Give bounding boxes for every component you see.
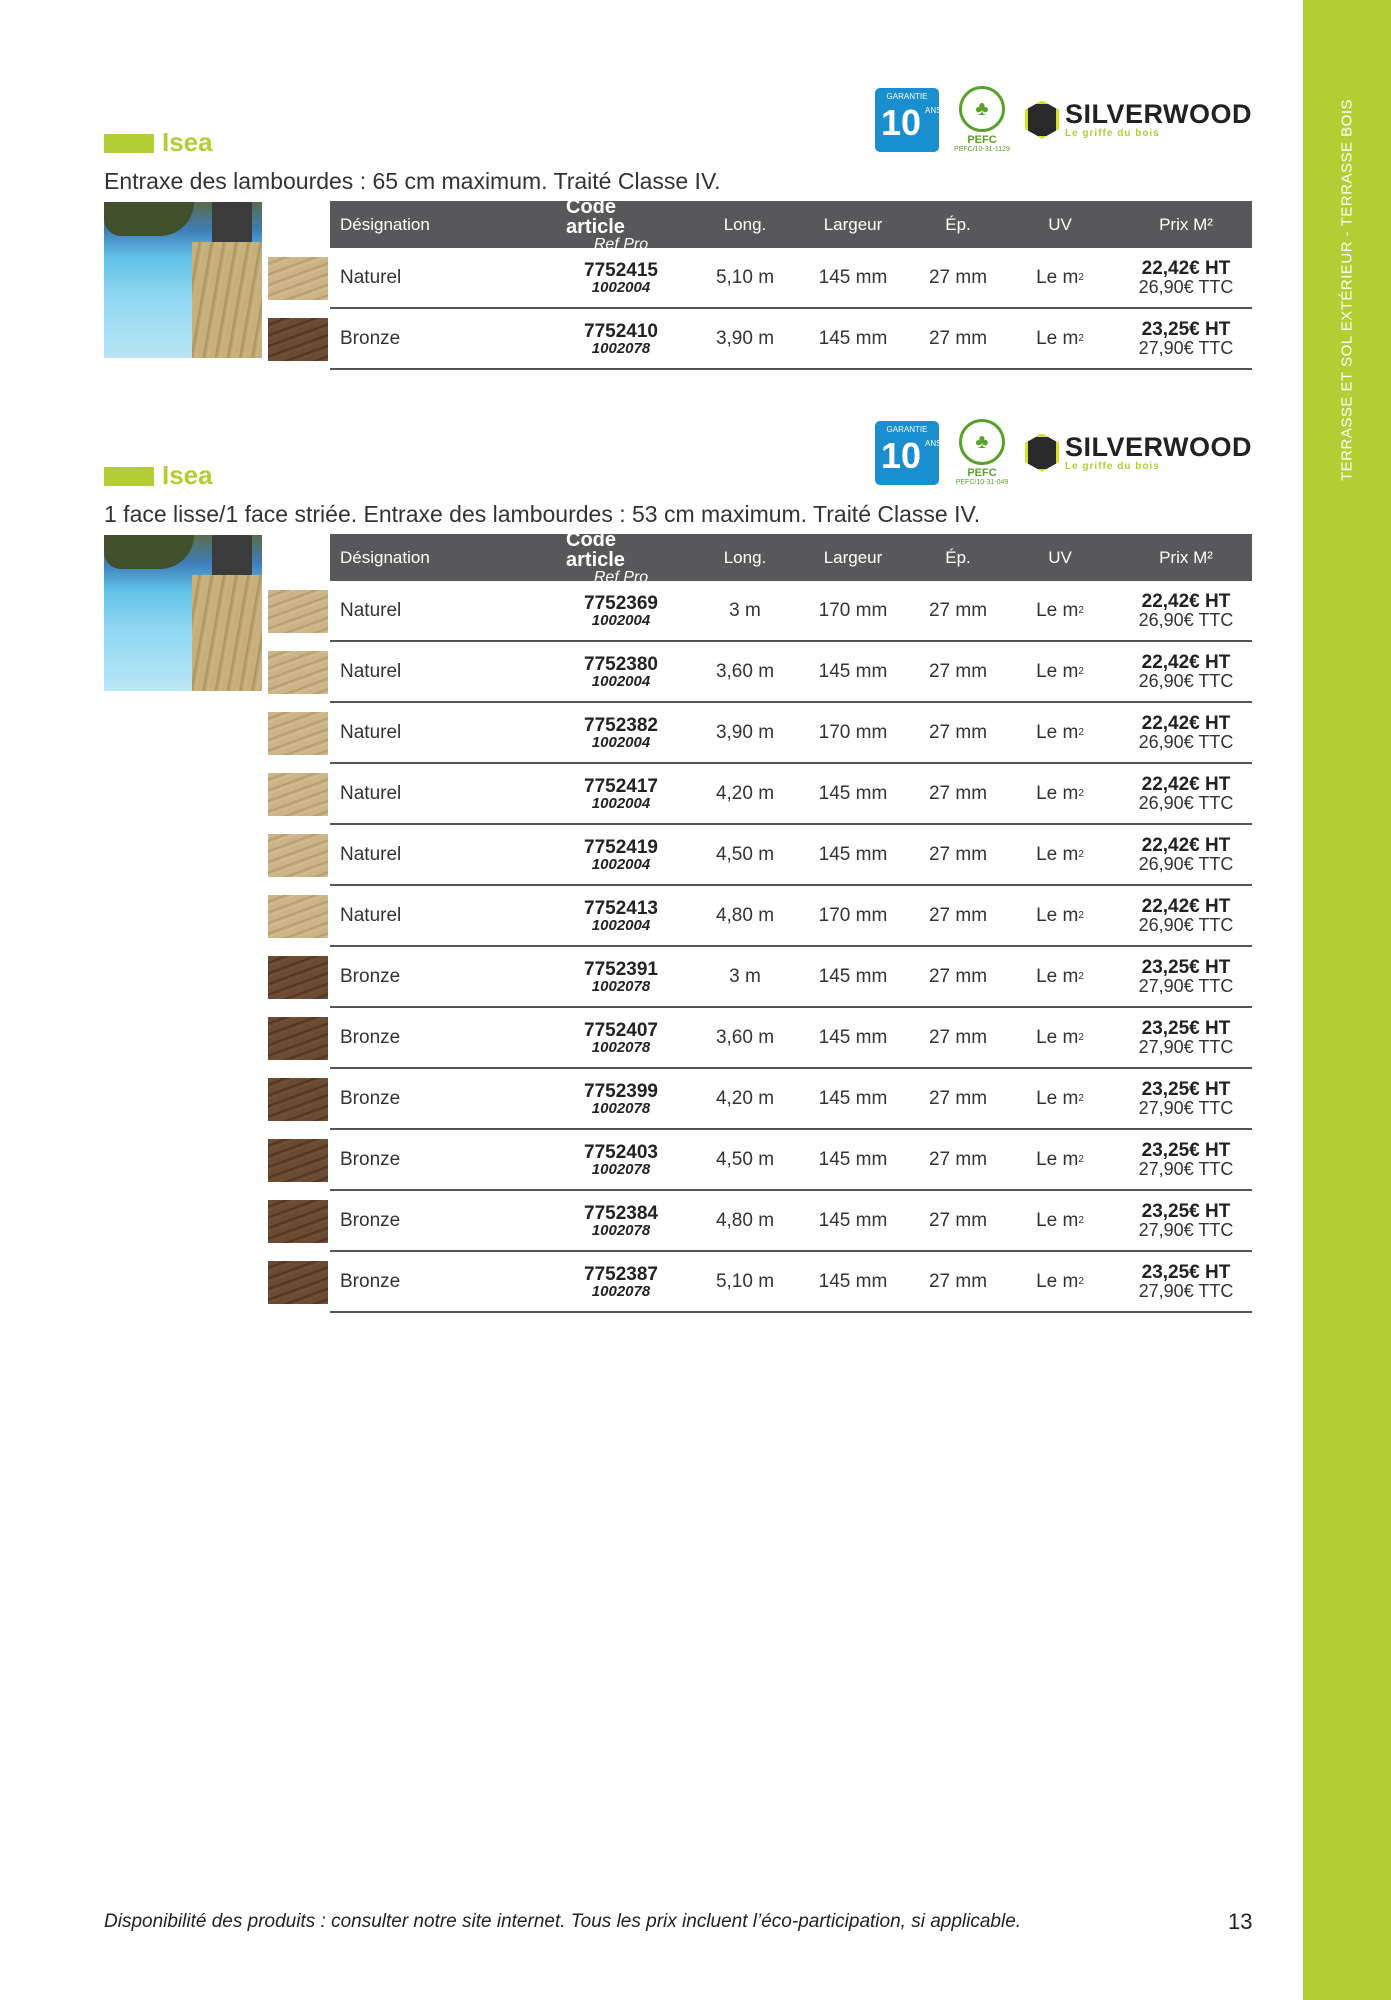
tree-icon: ♣: [959, 86, 1005, 132]
uv-unit: Le m: [1036, 1270, 1079, 1292]
cell-uv: Le m 2: [1036, 904, 1084, 926]
uv-unit: Le m: [1036, 904, 1079, 926]
price-ttc: 27,90€ TTC: [1138, 1159, 1234, 1179]
cell-code: [566, 1191, 676, 1250]
cell-long: 3,60 m: [715, 660, 775, 682]
article-code: 7752380: [584, 653, 658, 675]
price-ht: 22,42€ HT: [1141, 652, 1231, 673]
price-ht: 23,25€ HT: [1141, 1140, 1231, 1161]
price-ht: 22,42€ HT: [1141, 835, 1231, 856]
price-ht: 23,25€ HT: [1141, 1018, 1231, 1039]
cell-ep: 27 mm: [928, 843, 988, 865]
wood-swatch: [268, 834, 328, 877]
wood-swatch: [268, 895, 328, 938]
cell-prix: [1120, 703, 1252, 762]
cell-long: 3,90 m: [715, 327, 775, 349]
cell-ep: 27 mm: [928, 782, 988, 804]
header-code: [566, 195, 676, 253]
header-designation: Désignation: [340, 547, 430, 567]
cell-prix: [1120, 764, 1252, 823]
cell-designation: Naturel: [340, 904, 402, 926]
price-ttc: 26,90€ TTC: [1138, 793, 1234, 813]
price-ttc: 26,90€ TTC: [1138, 854, 1234, 874]
table-header: [330, 195, 1252, 253]
cell-code: [566, 581, 676, 640]
cell-uv: Le m 2: [1036, 1270, 1084, 1292]
header-long: Long.: [723, 547, 767, 567]
ref-pro: 1002078: [591, 1038, 651, 1056]
cell-ep: 27 mm: [928, 660, 988, 682]
cell-prix: [1120, 825, 1252, 884]
cell-prix: [1120, 581, 1252, 640]
section-marker: [104, 134, 154, 153]
cell-designation: Bronze: [340, 1087, 401, 1109]
cell-prix: [1120, 248, 1252, 307]
cell-long: 3 m: [729, 965, 761, 987]
article-code: 7752403: [584, 1141, 658, 1163]
cell-uv: Le m 2: [1036, 660, 1084, 682]
pefc-label: PEFC: [967, 134, 997, 146]
cell-uv: Le m 2: [1036, 599, 1084, 621]
cell-uv: Le m 2: [1036, 266, 1084, 288]
header-code-label: Code article: [566, 195, 625, 238]
ref-pro: 1002004: [591, 916, 651, 934]
section-marker: [104, 467, 154, 486]
cell-designation: Bronze: [340, 1270, 401, 1292]
cell-designation: Bronze: [340, 1209, 401, 1231]
table-row: [330, 1008, 1252, 1069]
ref-pro: 1002078: [591, 1221, 651, 1239]
wood-swatch: [268, 590, 328, 633]
cell-largeur: 145 mm: [818, 266, 888, 288]
product-photo: [104, 202, 262, 358]
section-sidebar: [1303, 0, 1391, 2000]
table-row: [330, 248, 1252, 309]
sidebar-label: TERRASSE ET SOL EXTÉRIEUR - TERRASSE BOIS: [1338, 99, 1356, 481]
price-ttc: 26,90€ TTC: [1138, 610, 1234, 630]
garantie-years: 10: [880, 434, 922, 476]
cell-ep: 27 mm: [928, 1270, 988, 1292]
header-long: Long.: [723, 214, 767, 234]
price-ht: 23,25€ HT: [1141, 957, 1231, 978]
price-ht: 23,25€ HT: [1141, 1079, 1231, 1100]
cell-long: 5,10 m: [715, 266, 775, 288]
cell-largeur: 170 mm: [818, 599, 888, 621]
cell-long: 5,10 m: [715, 1270, 775, 1292]
ref-pro: 1002004: [591, 278, 651, 296]
garantie-ans: ANS: [924, 105, 942, 115]
cell-code: [566, 1130, 676, 1189]
wood-swatch: [268, 956, 328, 999]
cell-code: [566, 886, 676, 945]
cell-uv: Le m 2: [1036, 327, 1084, 349]
product-table: [330, 528, 1252, 1313]
cell-code: [566, 825, 676, 884]
wood-swatch: [268, 1017, 328, 1060]
product-section-2: [104, 417, 1252, 1301]
uv-unit: Le m: [1036, 327, 1079, 349]
cell-prix: [1120, 886, 1252, 945]
article-code: 7752391: [584, 958, 658, 980]
cell-largeur: 145 mm: [818, 1209, 888, 1231]
table-row: [330, 1130, 1252, 1191]
cell-long: 3,60 m: [715, 1026, 775, 1048]
cell-long: 4,80 m: [715, 904, 775, 926]
uv-unit: Le m: [1036, 843, 1079, 865]
cell-designation: Naturel: [340, 599, 402, 621]
silverwood-tagline: Le griffe du bois: [1064, 461, 1160, 472]
silverwood-tagline: Le griffe du bois: [1064, 128, 1160, 139]
cell-code: [566, 947, 676, 1006]
price-ttc: 27,90€ TTC: [1138, 1098, 1234, 1118]
section-subtitle: Entraxe des lambourdes : 65 cm maximum. Traité Classe IV.: [104, 168, 721, 194]
cell-designation: Naturel: [340, 843, 402, 865]
wood-swatch: [268, 1200, 328, 1243]
wood-swatch: [268, 1261, 328, 1304]
cell-long: 4,20 m: [715, 1087, 775, 1109]
price-ht: 23,25€ HT: [1141, 1201, 1231, 1222]
footer-note: Disponibilité des produits : consulter notre site internet. Tous les prix incluent l’éco-participation, si applicable.: [104, 1911, 1022, 1932]
table-row: [330, 309, 1252, 370]
cell-long: 3 m: [729, 599, 761, 621]
uv-unit: Le m: [1036, 721, 1079, 743]
table-row: [330, 703, 1252, 764]
table-row: [330, 642, 1252, 703]
wood-swatch: [268, 712, 328, 755]
article-code: 7752417: [584, 775, 658, 797]
uv-unit: Le m: [1036, 599, 1079, 621]
product-photo: [104, 535, 262, 691]
table-row: [330, 1069, 1252, 1130]
ref-pro: 1002078: [591, 977, 651, 995]
article-code: 7752419: [584, 836, 658, 858]
price-ttc: 27,90€ TTC: [1138, 976, 1234, 996]
cell-code: [566, 1252, 676, 1311]
uv-unit: Le m: [1036, 1026, 1079, 1048]
uv-unit: Le m: [1036, 1148, 1079, 1170]
table-row: [330, 581, 1252, 642]
cell-ep: 27 mm: [928, 327, 988, 349]
cell-uv: Le m 2: [1036, 782, 1084, 804]
header-code-label: Code article: [566, 528, 625, 571]
wood-swatch: [268, 257, 328, 300]
price-ttc: 27,90€ TTC: [1138, 1220, 1234, 1240]
article-code: 7752410: [584, 320, 658, 342]
garantie-years: 10: [880, 101, 922, 143]
uv-unit: Le m: [1036, 965, 1079, 987]
wood-swatch: [268, 318, 328, 361]
cell-ep: 27 mm: [928, 1087, 988, 1109]
article-code: 7752382: [584, 714, 658, 736]
section-title: Isea: [162, 460, 213, 490]
price-ht: 22,42€ HT: [1141, 591, 1231, 612]
ref-pro: 1002004: [591, 672, 651, 690]
cell-largeur: 170 mm: [818, 904, 888, 926]
header-ref-label: Ref Pro: [593, 235, 649, 253]
price-ttc: 26,90€ TTC: [1138, 732, 1234, 752]
silverwood-name: SILVERWOOD: [1064, 432, 1252, 462]
price-ht: 22,42€ HT: [1141, 258, 1231, 279]
wood-swatch: [268, 773, 328, 816]
wood-swatch: [268, 651, 328, 694]
cell-largeur: 145 mm: [818, 782, 888, 804]
cell-prix: [1120, 947, 1252, 1006]
cell-uv: Le m 2: [1036, 965, 1084, 987]
header-uv: UV: [1048, 214, 1072, 234]
cell-designation: Bronze: [340, 965, 401, 987]
price-ht: 23,25€ HT: [1141, 319, 1231, 340]
ref-pro: 1002004: [591, 855, 651, 873]
header-code: [566, 528, 676, 586]
cell-long: 3,90 m: [715, 721, 775, 743]
price-ttc: 26,90€ TTC: [1138, 671, 1234, 691]
uv-unit: Le m: [1036, 1209, 1079, 1231]
ref-pro: 1002078: [591, 1099, 651, 1117]
uv-unit: Le m: [1036, 266, 1079, 288]
cell-code: [566, 703, 676, 762]
cell-designation: Naturel: [340, 660, 402, 682]
cell-long: 4,80 m: [715, 1209, 775, 1231]
tree-icon: ♣: [959, 419, 1005, 465]
cell-largeur: 145 mm: [818, 1087, 888, 1109]
section-title: Isea: [162, 127, 213, 157]
pefc-code: PEFC/10-31-049: [955, 479, 1009, 486]
silverwood-name: SILVERWOOD: [1064, 99, 1252, 129]
cell-code: [566, 642, 676, 701]
cell-uv: Le m 2: [1036, 1209, 1084, 1231]
cell-designation: Naturel: [340, 266, 402, 288]
cell-prix: [1120, 1191, 1252, 1250]
article-code: 7752413: [584, 897, 658, 919]
header-prix: Prix M²: [1159, 547, 1213, 567]
ref-pro: 1002004: [591, 733, 651, 751]
cell-largeur: 145 mm: [818, 843, 888, 865]
table-row: [330, 825, 1252, 886]
cell-long: 4,50 m: [715, 1148, 775, 1170]
ref-pro: 1002004: [591, 794, 651, 812]
cell-ep: 27 mm: [928, 266, 988, 288]
article-code: 7752407: [584, 1019, 658, 1041]
cell-prix: [1120, 1069, 1252, 1128]
header-ep: Ép.: [945, 214, 971, 234]
header-ep: Ép.: [945, 547, 971, 567]
cell-designation: Bronze: [340, 327, 401, 349]
cell-prix: [1120, 1252, 1252, 1311]
header-designation: Désignation: [340, 214, 430, 234]
article-code: 7752384: [584, 1202, 658, 1224]
cell-prix: [1120, 1130, 1252, 1189]
ref-pro: 1002004: [591, 611, 651, 629]
cell-largeur: 145 mm: [818, 1270, 888, 1292]
product-table: [330, 195, 1252, 370]
header-uv: UV: [1048, 547, 1072, 567]
cell-uv: Le m 2: [1036, 1148, 1084, 1170]
article-code: 7752399: [584, 1080, 658, 1102]
table-row: [330, 1252, 1252, 1313]
article-code: 7752387: [584, 1263, 658, 1285]
cell-long: 4,20 m: [715, 782, 775, 804]
price-ttc: 26,90€ TTC: [1138, 915, 1234, 935]
cell-designation: Bronze: [340, 1148, 401, 1170]
product-section-1: [104, 84, 1252, 358]
table-row: [330, 764, 1252, 825]
table-header: [330, 528, 1252, 586]
page-number: 13: [1228, 1909, 1253, 1934]
garantie-label: GARANTIE: [886, 91, 928, 101]
cell-designation: Naturel: [340, 782, 402, 804]
cell-ep: 27 mm: [928, 1209, 988, 1231]
cell-uv: Le m 2: [1036, 1026, 1084, 1048]
cell-largeur: 170 mm: [818, 721, 888, 743]
pefc-code: PEFC/10-31-1129: [954, 146, 1010, 153]
article-code: 7752415: [584, 259, 658, 281]
price-ttc: 27,90€ TTC: [1138, 1281, 1234, 1301]
cell-code: [566, 764, 676, 823]
table-row: [330, 1191, 1252, 1252]
cell-long: 4,50 m: [715, 843, 775, 865]
cell-ep: 27 mm: [928, 904, 988, 926]
cell-uv: Le m 2: [1036, 1087, 1084, 1109]
uv-unit: Le m: [1036, 1087, 1079, 1109]
cell-prix: [1120, 1008, 1252, 1067]
cell-ep: 27 mm: [928, 1026, 988, 1048]
ref-pro: 1002078: [591, 1160, 651, 1178]
table-row: [330, 886, 1252, 947]
ref-pro: 1002078: [591, 339, 651, 357]
cell-designation: Bronze: [340, 1026, 401, 1048]
garantie-label: GARANTIE: [886, 424, 928, 434]
uv-unit: Le m: [1036, 782, 1079, 804]
wood-swatch: [268, 1078, 328, 1121]
cell-uv: Le m 2: [1036, 721, 1084, 743]
cell-prix: [1120, 309, 1252, 368]
cell-ep: 27 mm: [928, 721, 988, 743]
cell-code: [566, 248, 676, 307]
price-ht: 23,25€ HT: [1141, 1262, 1231, 1283]
cell-designation: Naturel: [340, 721, 402, 743]
table-row: [330, 947, 1252, 1008]
cell-ep: 27 mm: [928, 599, 988, 621]
cell-code: [566, 309, 676, 368]
cell-code: [566, 1008, 676, 1067]
article-code: 7752369: [584, 592, 658, 614]
cell-largeur: 145 mm: [818, 1148, 888, 1170]
cell-uv: Le m 2: [1036, 843, 1084, 865]
price-ttc: 27,90€ TTC: [1138, 1037, 1234, 1057]
wood-swatch: [268, 1139, 328, 1182]
header-prix: Prix M²: [1159, 214, 1213, 234]
cell-code: [566, 1069, 676, 1128]
price-ttc: 26,90€ TTC: [1138, 277, 1234, 297]
header-largeur: Largeur: [823, 547, 883, 567]
cell-ep: 27 mm: [928, 1148, 988, 1170]
header-ref-label: Ref Pro: [593, 568, 649, 586]
cell-largeur: 145 mm: [818, 965, 888, 987]
cell-ep: 27 mm: [928, 965, 988, 987]
section-subtitle: 1 face lisse/1 face striée. Entraxe des lambourdes : 53 cm maximum. Traité Classe IV.: [104, 501, 981, 527]
pefc-label: PEFC: [967, 467, 997, 479]
price-ht: 22,42€ HT: [1141, 896, 1231, 917]
price-ttc: 27,90€ TTC: [1138, 338, 1234, 358]
garantie-ans: ANS: [924, 438, 942, 448]
cell-largeur: 145 mm: [818, 1026, 888, 1048]
header-largeur: Largeur: [823, 214, 883, 234]
price-ht: 22,42€ HT: [1141, 774, 1231, 795]
price-ht: 22,42€ HT: [1141, 713, 1231, 734]
cell-largeur: 145 mm: [818, 660, 888, 682]
cell-prix: [1120, 642, 1252, 701]
uv-unit: Le m: [1036, 660, 1079, 682]
cell-largeur: 145 mm: [818, 327, 888, 349]
ref-pro: 1002078: [591, 1282, 651, 1300]
